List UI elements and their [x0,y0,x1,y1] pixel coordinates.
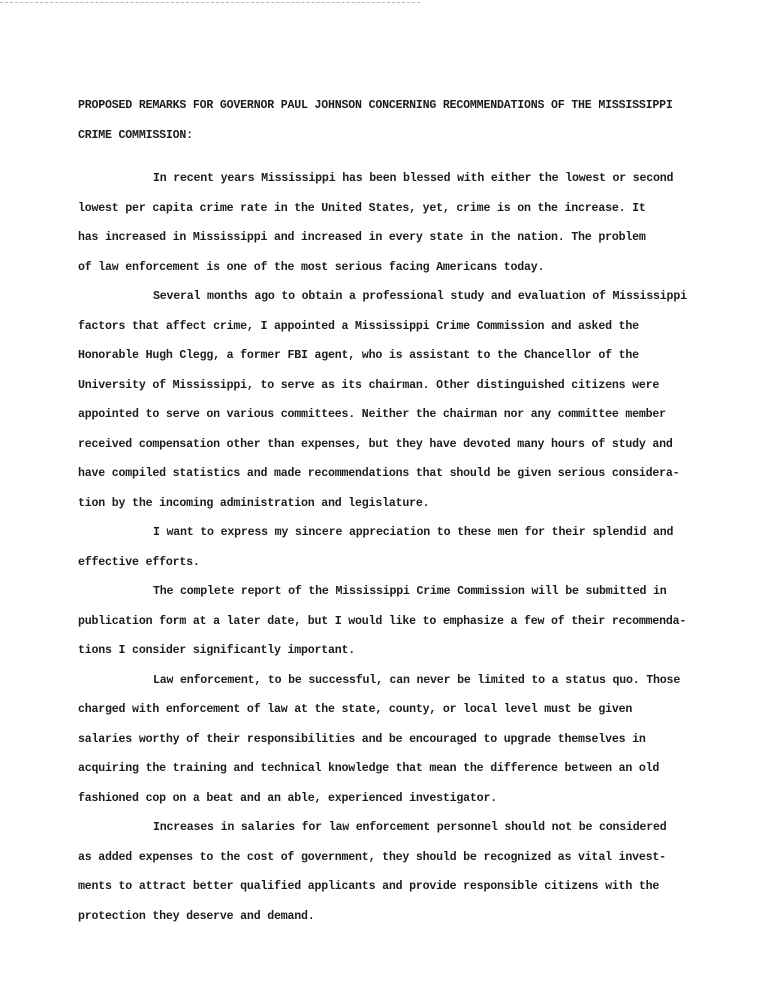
paragraph-law-enforcement [78,666,758,814]
text-line: Law enforcement, to be successful, can never be limited to a status quo. Those [153,673,681,687]
text-line: Increases in salaries for law enforcement personnel should not be considered [153,821,667,834]
text-line: Several months ago to obtain a professional study and evaluation of Mississippi [153,290,687,303]
text-line: have compiled statistics and made recommendations that should be given serious considera- [78,467,680,480]
text-line: ments to attract better qualified applicants and provide responsible citizens with the [78,880,660,893]
text-line: lowest per capita crime rate in the United States, yet, crime is on the increase. It [78,201,646,215]
text-line: protection they deserve and demand. [78,909,315,923]
text-line: charged with enforcement of law at the state, county, or local level must be given [78,703,633,716]
scan-edge-divider [0,2,420,3]
text-line: fashioned cop on a beat and an able, experienced investigator. [78,791,497,805]
text-line: as added expenses to the cost of government, they should be recognized as vital invest- [78,850,666,864]
paragraph-salaries [78,813,758,931]
text-line: publication form at a later date, but I would like to emphasize a few of their recommenda- [78,614,687,628]
text-line: tions I consider significantly important. [78,644,356,657]
heading-line: CRIME COMMISSION: [78,128,193,142]
text-line: received compensation other than expenses, but they have devoted many hours of study and [78,437,673,451]
paragraph-crime-rate [78,164,758,282]
text-line: University of Mississippi, to serve as its chairman. Other distinguished citizens were [78,378,660,392]
document-heading [78,91,758,150]
text-line: In recent years Mississippi has been blessed with either the lowest or second [153,172,674,185]
text-line: has increased in Mississippi and increased in every state in the nation. The problem [78,231,646,244]
text-line: of law enforcement is one of the most serious facing Americans today. [78,260,545,274]
paragraph-commission-appointment [78,282,758,518]
text-line: The complete report of the Mississippi Crime Commission will be submitted in [153,585,667,598]
paragraph-appreciation [78,518,758,577]
document-body [78,164,758,931]
text-line: acquiring the training and technical knowledge that mean the difference between an old [78,762,660,775]
paragraph-complete-report [78,577,758,666]
text-line: Honorable Hugh Clegg, a former FBI agent, who is assistant to the Chancellor of the [78,349,639,362]
heading-line: PROPOSED REMARKS FOR GOVERNOR PAUL JOHNSON CONCERNING RECOMMENDATIONS OF THE MISSISSIPPI [78,99,673,112]
text-line: factors that affect crime, I appointed a Mississippi Crime Commission and asked the [78,319,639,333]
text-line: tion by the incoming administration and legislature. [78,496,430,510]
text-line: appointed to serve on various committees. Neither the chairman nor any committee member [78,408,666,421]
text-line: effective efforts. [78,555,200,569]
text-line: I want to express my sincere appreciation to these men for their splendid and [153,526,674,539]
text-line: salaries worthy of their responsibilities and be encouraged to upgrade themselves in [78,732,646,746]
